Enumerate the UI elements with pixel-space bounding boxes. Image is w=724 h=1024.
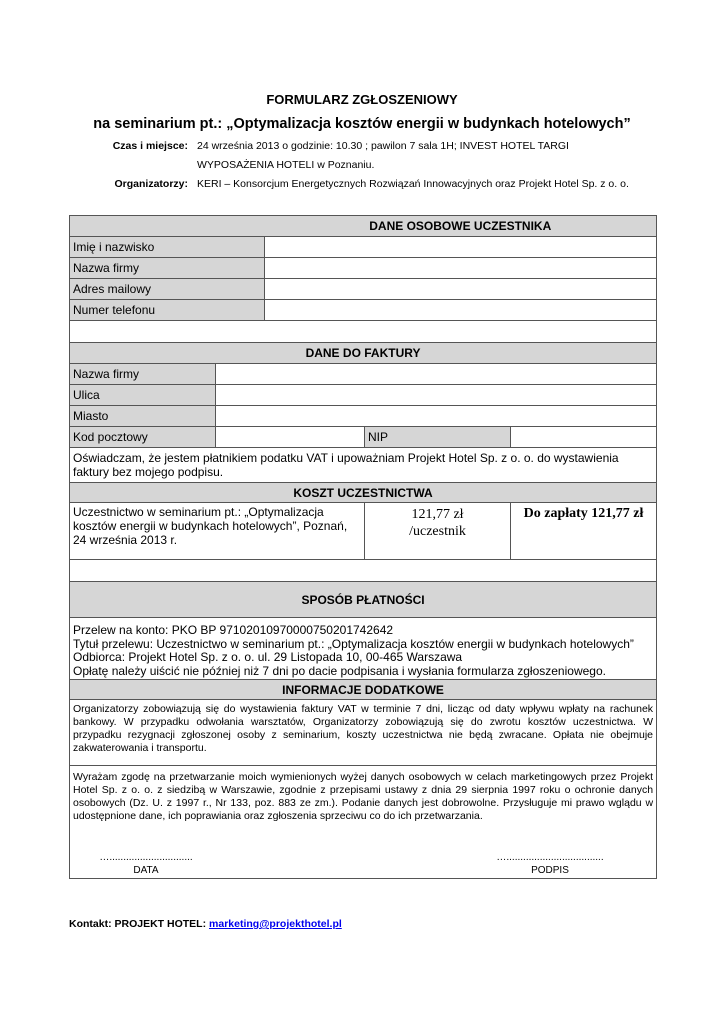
footer-contact xyxy=(69,918,342,930)
label-street: Ulica xyxy=(70,385,216,406)
input-invoice-company[interactable] xyxy=(216,364,657,385)
time-place-line2: WYPOSAŻENIA HOTELI w Poznaniu. xyxy=(197,159,375,171)
cost-heading: KOSZT UCZESTNICTWA xyxy=(70,483,657,503)
signature-field[interactable] xyxy=(490,851,610,877)
input-nip[interactable] xyxy=(511,427,657,448)
label-company-name: Nazwa firmy xyxy=(70,258,265,279)
vat-statement: Oświadczam, że jestem płatnikiem podatku VAT i upoważniam Projekt Hotel Sp. z o. o. do wystawienia faktury bez mojego podpisu. xyxy=(70,448,657,483)
footer-label: Kontakt: PROJEKT HOTEL: xyxy=(69,918,207,930)
organizers-label: Organizatorzy: xyxy=(114,178,188,190)
consent-text: Wyrażam zgodę na przetwarzanie moich wymienionych wyżej danych osobowych w celach marketingowych przez Projekt Hotel Sp. z o. o. z siedzibą w Warszawie, zgodnie z przepisami ustawy z dnia 29 sierpnia 1997 roku o ochronie danych osobowych (Dz. U. z 1997 r., Nr 133, poz. 883 ze zm.). Podanie danych jest dobrowolne. Przysługuje mi prawo wglądu w udostępnione dane, ich poprawiania oraz zgłoszenia sprzeciwu co do ich przetwarzania. xyxy=(73,771,654,822)
signature-dots: …................................... xyxy=(496,852,604,863)
time-place-label: Czas i miejsce: xyxy=(112,140,188,152)
spacer-row xyxy=(70,321,657,343)
label-invoice-company: Nazwa firmy xyxy=(70,364,216,385)
input-phone[interactable] xyxy=(265,300,657,321)
date-field[interactable] xyxy=(86,851,206,877)
payment-deadline: Opłatę należy uiścić nie później niż 7 dni po dacie podpisania i wysłania formularza zgłoszeniowego. xyxy=(73,663,606,678)
date-label: DATA xyxy=(133,865,159,876)
label-nip: NIP xyxy=(365,427,511,448)
registration-form-table xyxy=(69,215,657,879)
date-dots: ….............................. xyxy=(99,852,193,863)
label-email: Adres mailowy xyxy=(70,279,265,300)
price-unit: /uczestnik xyxy=(409,524,466,539)
invoice-heading: DANE DO FAKTURY xyxy=(70,343,657,364)
input-full-name[interactable] xyxy=(265,237,657,258)
label-city: Miasto xyxy=(70,406,216,427)
input-city[interactable] xyxy=(216,406,657,427)
personal-heading: DANE OSOBOWE UCZESTNIKA xyxy=(265,216,657,237)
additional-heading: INFORMACJE DODATKOWE xyxy=(70,680,657,700)
form-title: FORMULARZ ZGŁOSZENIOWY xyxy=(266,92,458,107)
payment-heading: SPOSÓB PŁATNOŚCI xyxy=(70,582,657,618)
payment-account: Przelew na konto: PKO BP 97102010970000750201742642 xyxy=(73,623,394,637)
total-due: Do zapłaty 121,77 zł xyxy=(511,503,657,560)
payment-title: Tytuł przelewu: Uczestnictwo w seminarium pt.: „Optymalizacja kosztów energii w budynkach hotelowych” xyxy=(73,636,634,651)
input-email[interactable] xyxy=(265,279,657,300)
footer-email-link[interactable]: marketing@projekthotel.pl xyxy=(209,918,342,930)
organizers-value: KERI – Konsorcjum Energetycznych Rozwiązań Innowacyjnych oraz Projekt Hotel Sp. z o. o. xyxy=(197,178,629,190)
signature-label: PODPIS xyxy=(531,865,569,876)
cost-description: Uczestnictwo w seminarium pt.: „Optymalizacja kosztów energii w budynkach hotelowych”, Poznań, 24 września 2013 r. xyxy=(70,503,365,560)
label-phone: Numer telefonu xyxy=(70,300,265,321)
spacer-row xyxy=(70,560,657,582)
form-subtitle: na seminarium pt.: „Optymalizacja kosztów energii w budynkach hotelowych” xyxy=(93,116,631,132)
time-place-line1: 24 września 2013 o godzinie: 10.30 ; pawilon 7 sala 1H; INVEST HOTEL TARGI xyxy=(197,140,569,152)
payment-recipient: Odbiorca: Projekt Hotel Sp. z o. o. ul. 29 Listopada 10, 00-465 Warszawa xyxy=(73,650,463,664)
consent-section xyxy=(70,766,657,879)
label-full-name: Imię i nazwisko xyxy=(70,237,265,258)
payment-details xyxy=(70,618,657,680)
additional-info: Organizatorzy zobowiązują się do wystawienia faktury VAT w terminie 7 dni, licząc od daty wpływu wpłaty na rachunek bankowy. W przypadku odwołania warsztatów, Organizatorzy zobowiązują się do zwrotu kosztów uczestnictwa. W przypadku rezygnacji zgłoszonej osoby z seminarium, koszty uczestnictwa nie będą zwracane. Opłata nie obejmuje zakwaterowania i transportu. xyxy=(70,700,657,766)
input-company-name[interactable] xyxy=(265,258,657,279)
input-postal-code[interactable] xyxy=(216,427,365,448)
price-per-participant xyxy=(365,503,511,560)
input-street[interactable] xyxy=(216,385,657,406)
label-postal-code: Kod pocztowy xyxy=(70,427,216,448)
price-amount: 121,77 zł xyxy=(411,507,464,522)
